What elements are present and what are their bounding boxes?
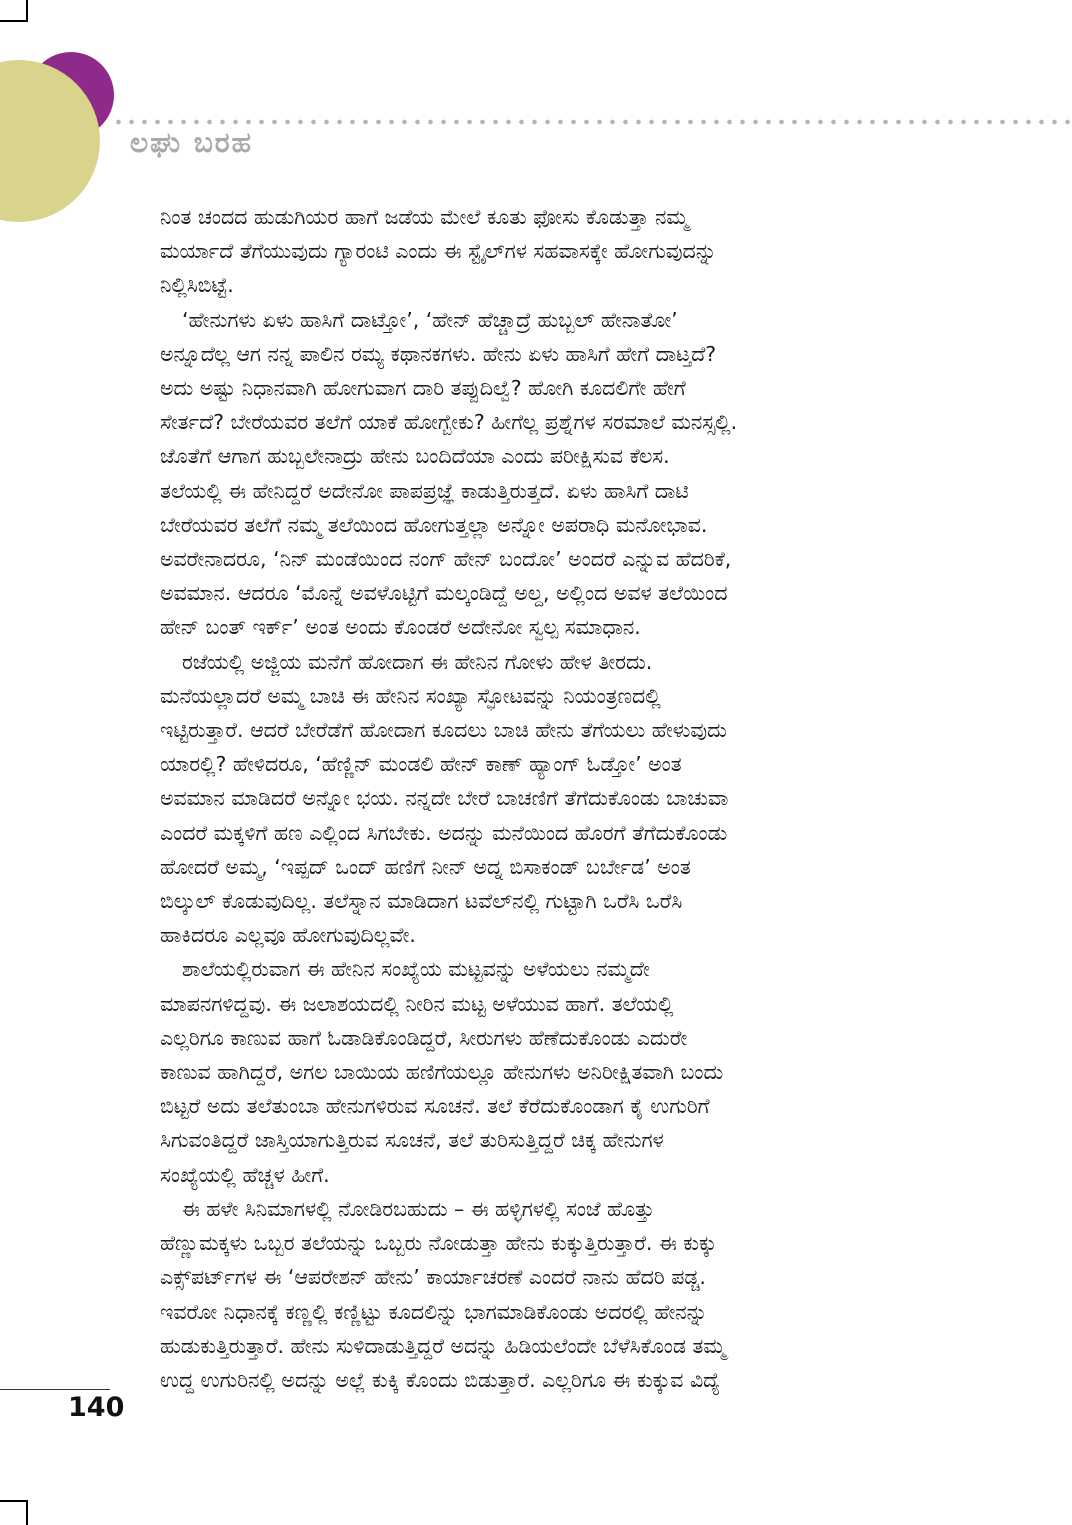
text-line: ಅನ್ನೂದೆಲ್ಲ ಆಗ ನನ್ನ ಪಾಲಿನ ರಮ್ಯ ಕಥಾನಕಗಳು. ಹೇನು ಏಳು ಹಾಸಿಗೆ ಹೇಗೆ ದಾಟ್ತದೆ?	[160, 341, 717, 366]
text-line: ‘ಹೇನುಗಳು ಏಳು ಹಾಸಿಗೆ ದಾಟ್ತೋ’, ‘ಹೇನ್ ಹೆಚ್ಚಾದ್ರೆ ಹುಬ್ಬಲ್ ಹೇನಾತೋ’	[182, 307, 678, 332]
text-line: ಬಿಟ್ಟರೆ ಅದು ತಲೆತುಂಬಾ ಹೇನುಗಳಿರುವ ಸೂಚನೆ. ತಲೆ ಕೆರೆದುಕೊಂಡಾಗ ಕೈ ಉಗುರಿಗೆ	[160, 1094, 710, 1119]
text-line: ಮರ್ಯಾದೆ ತೆಗೆಯುವುದು ಗ್ಯಾರಂಟಿ ಎಂದು ಈ ಸ್ಟೈಲ್‌ಗಳ ಸಹವಾಸಕ್ಕೇ ಹೋಗುವುದನ್ನು	[160, 239, 717, 264]
text-line: ಎಲ್ಲರಿಗೂ ಕಾಣುವ ಹಾಗೆ ಓಡಾಡಿಕೊಂಡಿದ್ದರೆ, ಸೀರುಗಳು ಹೆಣೆದುಕೊಂಡು ಎದುರೇ	[160, 1025, 688, 1050]
text-line: ಹಾಕಿದರೂ ಎಲ್ಲವೂ ಹೋಗುವುದಿಲ್ಲವೇ.	[160, 923, 416, 948]
text-line: ನಿಲ್ಲಿಸಿಬಿಟ್ಟೆ.	[160, 273, 234, 298]
text-line: ಯಾರಲ್ಲಿ? ಹೇಳಿದರೂ, ‘ಹೆಣ್ಣಿನ್ ಮಂಡಲಿ ಹೇನ್ ಕಾಣ್ ಹ್ಯಾಂಗ್ ಓಡ್ತೋ’ ಅಂತ	[160, 752, 682, 777]
text-line: ಎಕ್ಸ್‌ಪರ್ಟ್‌ಗಳ ಈ ‘ಆಪರೇಶನ್ ಹೇನು’ ಕಾರ್ಯಾಚರಣೆ ಎಂದರೆ ನಾನು ಹೆದರಿ ಪಡ್ಚ.	[160, 1265, 706, 1290]
text-line: ಸೇರ್ತದೆ? ಬೇರೆಯವರ ತಲೆಗೆ ಯಾಕೆ ಹೋಗ್ಬೇಕು? ಹೀಗೆಲ್ಲ ಪ್ರಶ್ನೆಗಳ ಸರಮಾಲೆ ಮನಸ್ಸಲ್ಲಿ.	[160, 410, 738, 435]
text-line: ಜೊತೆಗೆ ಆಗಾಗ ಹುಬ್ಬಲೇನಾದ್ರು ಹೇನು ಬಂದಿದೆಯಾ ಎಂದು ಪರೀಕ್ಷಿಸುವ ಕೆಲಸ.	[160, 444, 670, 469]
text-line: ಬಿಲ್ಕುಲ್ ಕೊಡುವುದಿಲ್ಲ. ತಲೆಸ್ನಾನ ಮಾಡಿದಾಗ ಟವೆಲ್‌ನಲ್ಲಿ ಗುಟ್ಟಾಗಿ ಒರೆಸಿ ಒರೆಸಿ	[160, 889, 683, 914]
text-line: ಈ ಹಳೇ ಸಿನಿಮಾಗಳಲ್ಲಿ ನೋಡಿರಬಹುದು – ಈ ಹಳ್ಳಿಗಳಲ್ಲಿ ಸಂಜೆ ಹೊತ್ತು	[182, 1196, 655, 1221]
crop-mark-top-left-horizontal	[0, 20, 28, 22]
text-line: ಬೇರೆಯವರ ತಲೆಗೆ ನಮ್ಮ ತಲೆಯಿಂದ ಹೋಗುತ್ತಲ್ಲಾ ಅನ್ನೋ ಅಪರಾಧಿ ಮನೋಭಾವ.	[160, 512, 708, 537]
section-title: ಲಘು ಬರಹ	[130, 126, 253, 159]
text-line: ಶಾಲೆಯಲ್ಲಿರುವಾಗ ಈ ಹೇನಿನ ಸಂಖ್ಯೆಯ ಮಟ್ಟವನ್ನು ಅಳೆಯಲು ನಮ್ಮದೇ	[182, 957, 650, 982]
text-line: ಸಿಗುವಂತಿದ್ದರೆ ಜಾಸ್ತಿಯಾಗುತ್ತಿರುವ ಸೂಚನೆ, ತಲೆ ತುರಿಸುತ್ತಿದ್ದರೆ ಚಿಕ್ಕ ಹೇನುಗಳ	[160, 1128, 664, 1153]
text-line: ಹುಡುಕುತ್ತಿರುತ್ತಾರೆ. ಹೇನು ಸುಳಿದಾಡುತ್ತಿದ್ದರೆ ಅದನ್ನು ಹಿಡಿಯಲೆಂದೇ ಬೆಳೆಸಿಕೊಂಡ ತಮ್ಮ	[160, 1333, 726, 1358]
text-line: ಅವರೇನಾದರೂ, ‘ನಿನ್ ಮಂಡೆಯಿಂದ ನಂಗ್ ಹೇನ್ ಬಂದೋ’ ಅಂದರೆ ಎನ್ನುವ ಹೆದರಿಕೆ,	[160, 547, 732, 572]
body-text	[160, 200, 900, 1397]
text-line: ಸಂಖ್ಯೆಯಲ್ಲಿ ಹೆಚ್ಚಳ ಹೀಗೆ.	[160, 1162, 330, 1187]
paragraph	[160, 303, 900, 645]
crop-mark-bottom-left-horizontal	[0, 1500, 28, 1502]
text-line: ಎಂದರೆ ಮಕ್ಕಳಿಗೆ ಹಣ ಎಲ್ಲಿಂದ ಸಿಗಬೇಕು. ಅದನ್ನು ಮನೆಯಿಂದ ಹೊರಗೆ ತೆಗೆದುಕೊಂಡು	[160, 820, 728, 845]
text-line: ಕಾಣುವ ಹಾಗಿದ್ದರೆ, ಅಗಲ ಬಾಯಿಯ ಹಣಿಗೆಯಲ್ಲೂ ಹೇನುಗಳು ಅನಿರೀಕ್ಷಿತವಾಗಿ ಬಂದು	[160, 1060, 724, 1085]
text-line: ಉದ್ದ ಉಗುರಿನಲ್ಲಿ ಅದನ್ನು ಅಲ್ಲೆ ಕುಕ್ಕಿ ಕೊಂದು ಬಿಡುತ್ತಾರೆ. ಎಲ್ಲರಿಗೂ ಈ ಕುಕ್ಕುವ ವಿದ್ಯೆ	[160, 1367, 721, 1392]
text-line: ಅದು ಅಷ್ಟು ನಿಧಾನವಾಗಿ ಹೋಗುವಾಗ ದಾರಿ ತಪ್ಪುದಿಲ್ವೆ? ಹೋಗಿ ಕೂದಲಿಗೇ ಹೇಗೆ	[160, 376, 686, 401]
paragraph	[160, 645, 900, 953]
page-number: 140	[68, 1392, 125, 1423]
text-line: ರಜೆಯಲ್ಲಿ ಅಜ್ಜಿಯ ಮನೆಗೆ ಹೋದಾಗ ಈ ಹೇನಿನ ಗೋಳು ಹೇಳ ತೀರದು.	[182, 649, 653, 674]
text-line: ಅವಮಾನ. ಆದರೂ ‘ಮೊನ್ನೆ ಅವಳೊಟ್ಟಿಗೆ ಮಲ್ಕಂಡಿದ್ದೆ ಅಲ್ದ, ಅಲ್ಲಿಂದ ಅವಳ ತಲೆಯಿಂದ	[160, 581, 728, 606]
text-line: ಹೋದರೆ ಅಮ್ಮ, ‘ಇಪ್ಪದ್ ಒಂದ್ ಹಣಿಗೆ ನೀನ್ ಅದ್ನ ಬಿಸಾಕಂಡ್ ಬರ್ಬೇಡ’ ಅಂತ	[160, 854, 691, 879]
text-line: ಇಟ್ಟಿರುತ್ತಾರೆ. ಆದರೆ ಬೇರೆಡೆಗೆ ಹೋದಾಗ ಕೂದಲು ಬಾಚಿ ಹೇನು ತೆಗೆಯಲು ಹೇಳುವುದು	[160, 718, 727, 743]
paragraph	[160, 200, 900, 303]
paragraph	[160, 952, 900, 1191]
text-line: ಇವರೋ ನಿಧಾನಕ್ಕೆ ಕಣ್ಣಲ್ಲಿ ಕಣ್ಣಿಟ್ಟು ಕೂದಲಿನ್ನು ಭಾಗಮಾಡಿಕೊಂಡು ಅದರಲ್ಲಿ ಹೇನನ್ನು	[160, 1299, 708, 1324]
text-line: ಮನೆಯಲ್ಲಾದರೆ ಅಮ್ಮ ಬಾಚಿ ಈ ಹೇನಿನ ಸಂಖ್ಯಾ ಸ್ಫೋಟವನ್ನು ನಿಯಂತ್ರಣದಲ್ಲಿ	[160, 683, 661, 708]
crop-mark-bottom-left	[26, 1500, 28, 1525]
crop-mark-top-left	[26, 0, 28, 22]
text-line: ಮಾಪನಗಳಿದ್ದವು. ಈ ಜಲಾಶಯದಲ್ಲಿ ನೀರಿನ ಮಟ್ಟ ಅಳೆಯುವ ಹಾಗೆ. ತಲೆಯಲ್ಲಿ	[160, 991, 674, 1016]
dotted-rule	[112, 118, 1070, 126]
text-line: ತಲೆಯಲ್ಲಿ ಈ ಹೇನಿದ್ದರೆ ಅದೇನೋ ಪಾಪಪ್ರಜ್ಞೆ ಕಾಡುತ್ತಿರುತ್ತದೆ. ಏಳು ಹಾಸಿಗೆ ದಾಟಿ	[160, 478, 689, 503]
footer-rule	[0, 1389, 110, 1390]
text-line: ಅವಮಾನ ಮಾಡಿದರೆ ಅನ್ನೋ ಭಯ. ನನ್ನದೇ ಬೇರೆ ಬಾಚಣಿಗೆ ತೆಗೆದುಕೊಂಡು ಬಾಚುವಾ	[160, 786, 729, 811]
text-line: ಹೇನ್ ಬಂತ್ ಇರ್ಕ್’ ಅಂತ ಅಂದು ಕೊಂಡರೆ ಅದೇನೋ ಸ್ವಲ್ಪ ಸಮಾಧಾನ.	[160, 615, 641, 640]
text-line: ನಿಂತ ಚಂದದ ಹುಡುಗಿಯರ ಹಾಗೆ ಜಡೆಯ ಮೇಲೆ ಕೂತು ಫೋಸು ಕೊಡುತ್ತಾ ನಮ್ಮ	[160, 205, 689, 229]
paragraph	[160, 1192, 900, 1397]
text-line: ಹೆಣ್ಣುಮಕ್ಕಳು ಒಬ್ಬರ ತಲೆಯನ್ನು ಒಬ್ಬರು ನೋಡುತ್ತಾ ಹೇನು ಕುಕ್ಕುತ್ತಿರುತ್ತಾರೆ. ಈ ಕುಕ್ಕು	[160, 1231, 717, 1256]
